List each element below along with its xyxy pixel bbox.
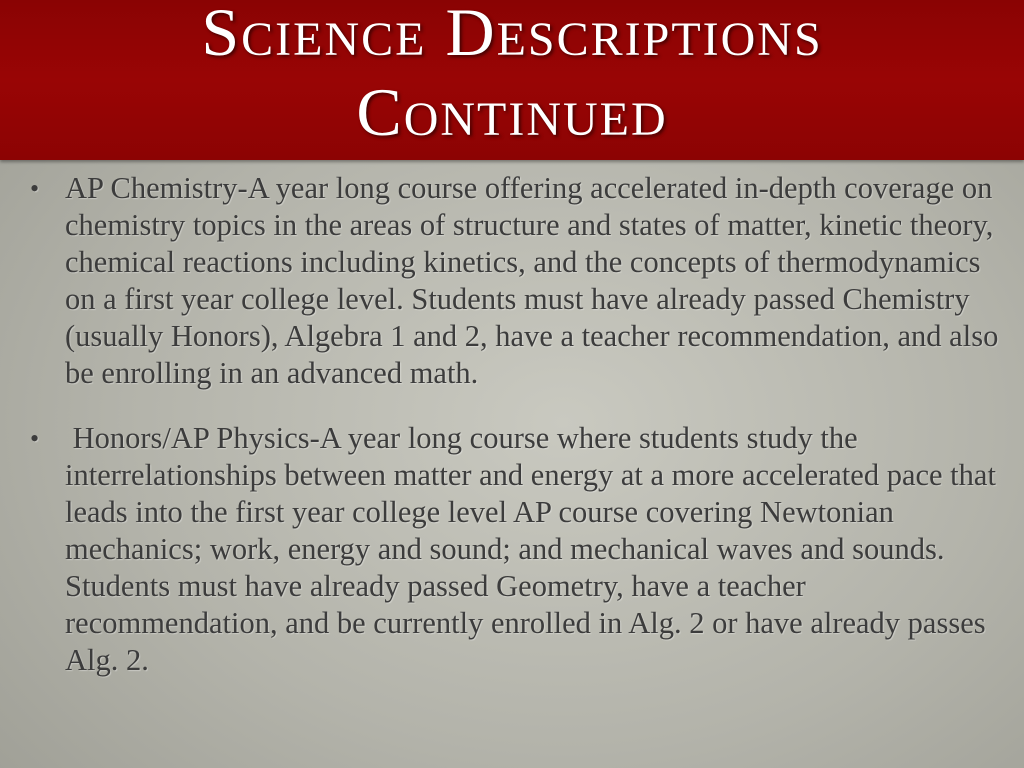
bullet-text-ap-chemistry: AP Chemistry-A year long course offering accelerated in-depth coverage on chemistry topics in the areas of structure and states of matter, kinetic theory, chemical reactions including kinetics, and the concepts of thermodynamics on a first year college level. Students must have already passed Chemistry (usually Honors), Algebra 1 and 2, have a teacher recommendation, and also be enrolling in an advanced math. <box>65 171 999 390</box>
bullet-text-physics: Honors/AP Physics-A year long course where students study the interrelationships between matter and energy at a more accelerated pace that leads into the first year college level AP course covering Newtonian mechanics; work, energy and sound; and mechanical waves and sounds. Students must have already passed Geometry, have a teacher recommendation, and be currently enrolled in Alg. 2 or have already passes Alg. 2. <box>65 421 1004 677</box>
slide-title <box>0 0 1024 160</box>
bullet-item-ap-chemistry <box>0 170 1024 392</box>
slide-title-line-2: Continued <box>356 74 668 150</box>
bullet-item-physics <box>0 420 1024 679</box>
bullet-list <box>0 170 1024 679</box>
slide-content <box>0 170 1024 707</box>
slide-title-line-1: Science Descriptions <box>201 0 823 70</box>
bullet-marker: • <box>30 174 40 203</box>
bullet-marker: • <box>30 424 40 453</box>
